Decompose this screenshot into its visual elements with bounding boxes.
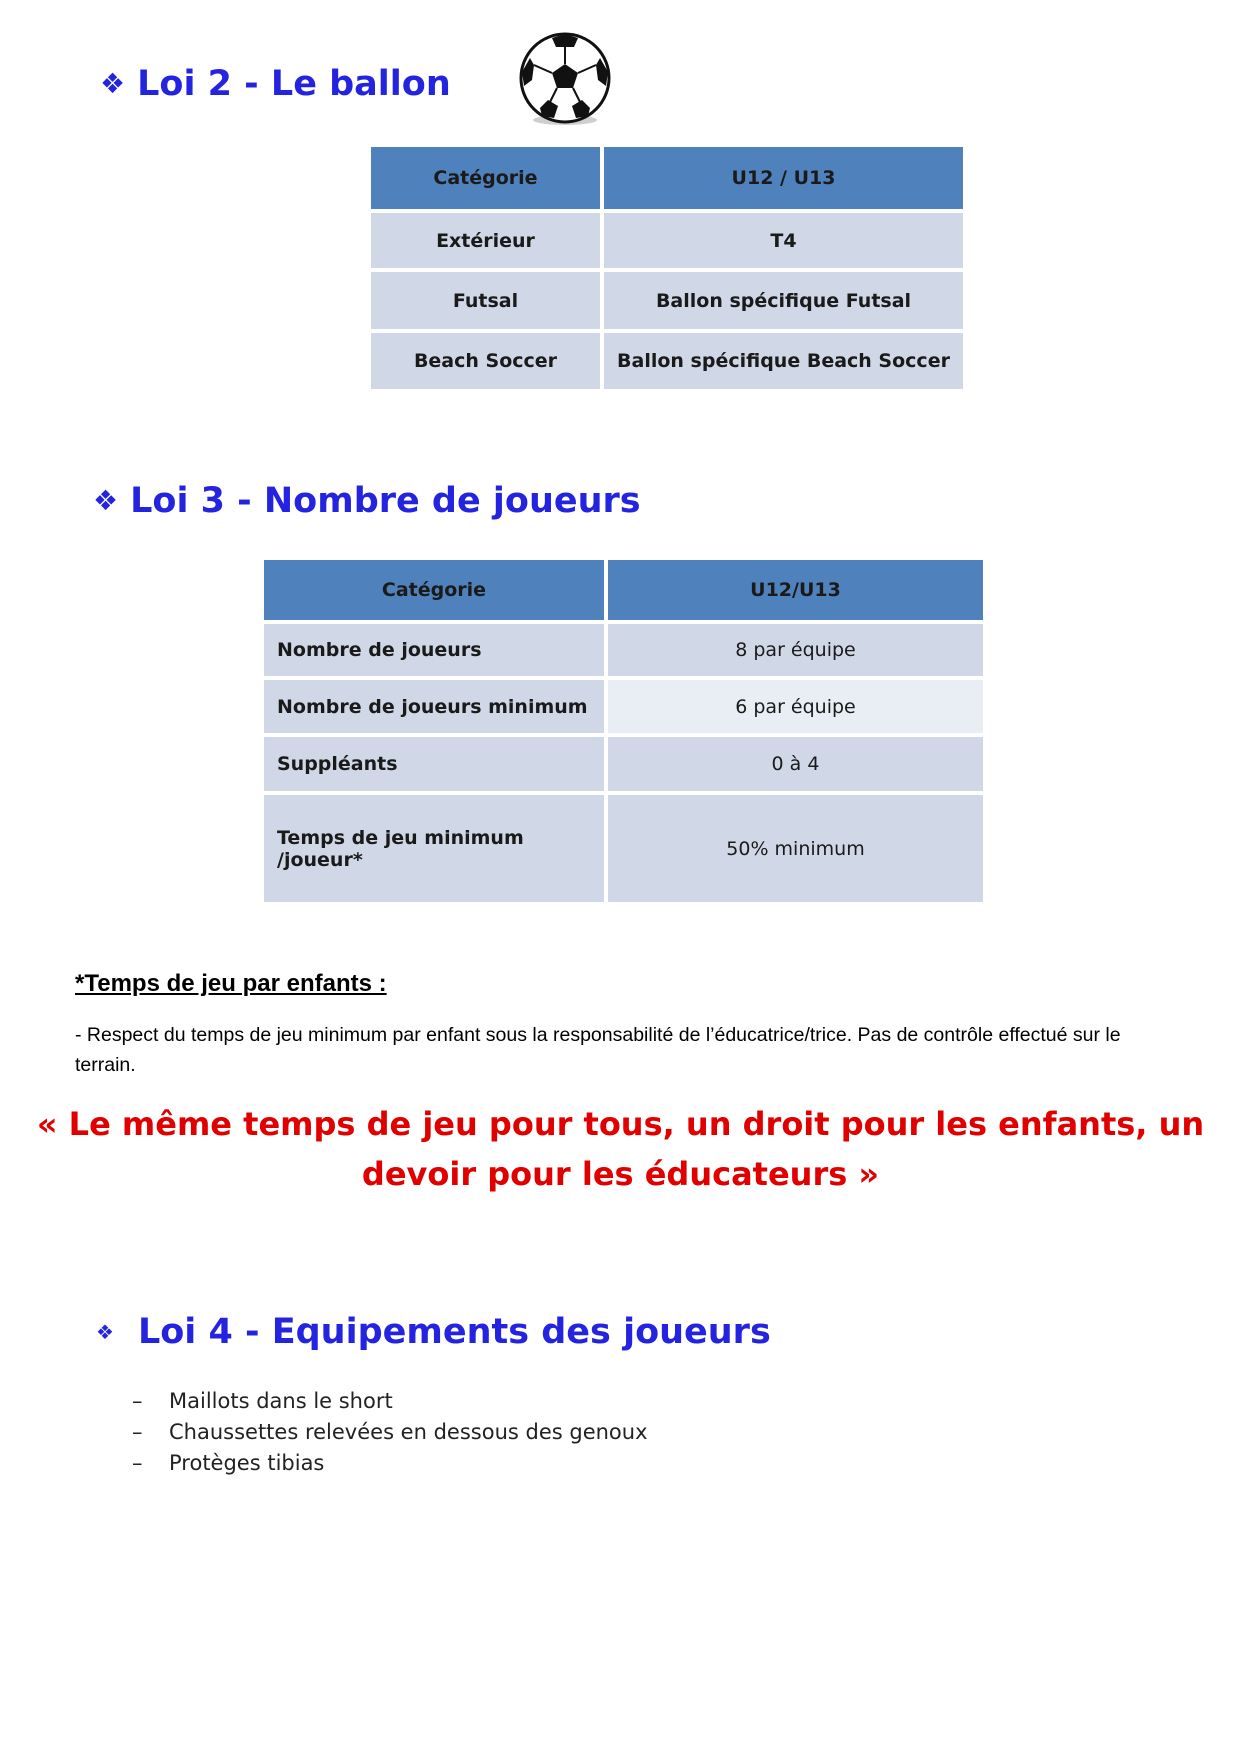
- table-header-row: [371, 147, 963, 213]
- equipment-list: [132, 1386, 648, 1479]
- ballon-table: [371, 147, 963, 389]
- table-row: [371, 213, 963, 272]
- bullet-icon: ❖: [100, 66, 126, 100]
- table-cell: Ballon spécifique Futsal: [604, 272, 963, 333]
- table-row: [371, 333, 963, 389]
- table-cell: Extérieur: [371, 213, 604, 272]
- table-cell: Ballon spécifique Beach Soccer: [604, 333, 963, 389]
- table-header-cell: U12 / U13: [604, 147, 963, 213]
- table-header-row: [264, 560, 983, 624]
- dash-icon: –: [132, 1420, 143, 1444]
- bullet-icon: ❖: [96, 1320, 114, 1344]
- table-cell: 8 par équipe: [608, 624, 983, 680]
- table-cell: Futsal: [371, 272, 604, 333]
- list-item-label: Maillots dans le short: [169, 1389, 393, 1413]
- loi3-heading: [93, 481, 641, 521]
- list-item: [132, 1386, 648, 1417]
- table-header-cell: Catégorie: [371, 147, 604, 213]
- dash-icon: –: [132, 1451, 143, 1475]
- loi2-title: Loi 2 - Le ballon: [137, 64, 451, 104]
- joueurs-table: [264, 560, 983, 902]
- loi2-heading: [100, 64, 451, 104]
- table-row: [264, 795, 983, 902]
- list-item-label: Protèges tibias: [169, 1451, 325, 1475]
- soccer-ball-icon: [514, 32, 616, 128]
- note-title: *Temps de jeu par enfants :: [75, 970, 387, 997]
- table-cell: Nombre de joueurs: [264, 624, 608, 680]
- table-cell: 0 à 4: [608, 737, 983, 795]
- list-item-label: Chaussettes relevées en dessous des genoux: [169, 1420, 648, 1444]
- table-row: [264, 737, 983, 795]
- table-cell: Beach Soccer: [371, 333, 604, 389]
- dash-icon: –: [132, 1389, 143, 1413]
- table-header-cell: Catégorie: [264, 560, 608, 624]
- bullet-icon: ❖: [93, 483, 119, 517]
- table-cell: Temps de jeu minimum /joueur*: [264, 795, 608, 902]
- table-cell: Nombre de joueurs minimum: [264, 680, 608, 737]
- list-item: [132, 1448, 648, 1479]
- table-row: [371, 272, 963, 333]
- table-cell: 6 par équipe: [608, 680, 983, 737]
- table-header-cell: U12/U13: [608, 560, 983, 624]
- quote-line-2: devoir pour les éducateurs »: [361, 1155, 880, 1193]
- table-cell: Suppléants: [264, 737, 608, 795]
- loi4-title: Loi 4 - Equipements des joueurs: [137, 1312, 771, 1352]
- list-item: [132, 1417, 648, 1448]
- note-text: - Respect du temps de jeu minimum par enfant sous la responsabilité de l’éducatrice/trice. Pas de contrôle effectué sur le terrain.: [75, 1024, 1121, 1076]
- table-row: [264, 680, 983, 737]
- table-cell: 50% minimum: [608, 795, 983, 902]
- table-row: [264, 624, 983, 680]
- quote-line-1: « Le même temps de jeu pour tous, un droit pour les enfants, un: [36, 1105, 1205, 1143]
- table-cell: T4: [604, 213, 963, 272]
- loi4-heading: [96, 1312, 771, 1352]
- loi3-title: Loi 3 - Nombre de joueurs: [130, 481, 641, 521]
